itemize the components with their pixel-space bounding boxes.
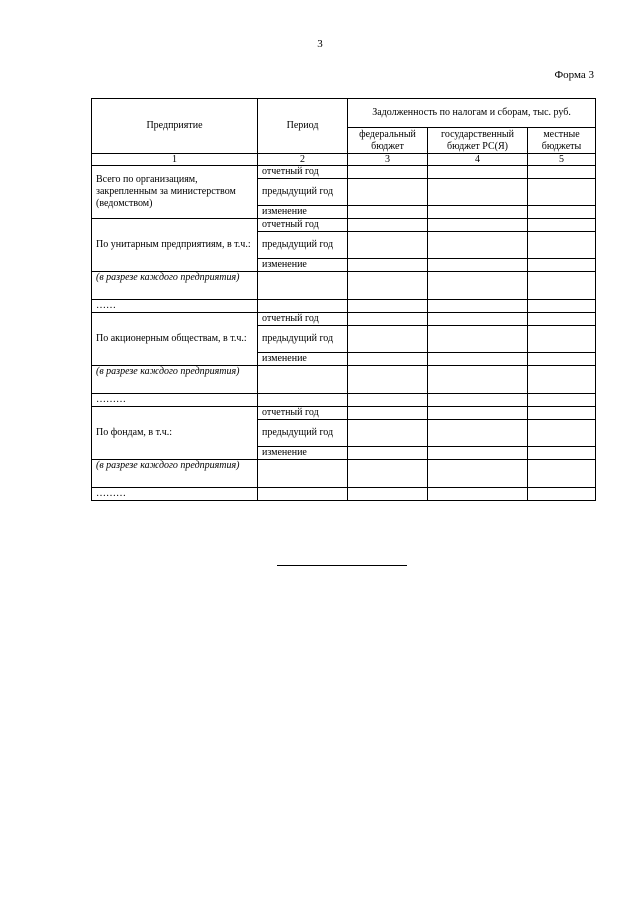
header-period: Период bbox=[258, 99, 348, 154]
subrow-note: (в разрезе каждого предприятия) bbox=[92, 460, 258, 488]
period-cell: предыдущий год bbox=[258, 232, 348, 259]
value-cell bbox=[528, 166, 596, 179]
form-label: Форма 3 bbox=[554, 69, 594, 81]
period-cell: отчетный год bbox=[258, 313, 348, 326]
value-cell bbox=[528, 326, 596, 353]
value-cell bbox=[428, 179, 528, 206]
value-cell bbox=[428, 488, 528, 501]
period-cell: изменение bbox=[258, 447, 348, 460]
group-name: Всего по организациям, закрепленным за министерством (ведомством) bbox=[92, 166, 258, 219]
value-cell bbox=[348, 179, 428, 206]
value-cell bbox=[348, 272, 428, 300]
value-cell bbox=[348, 206, 428, 219]
period-cell: отчетный год bbox=[258, 219, 348, 232]
page-number: 3 bbox=[317, 38, 323, 50]
value-cell bbox=[528, 420, 596, 447]
value-cell bbox=[528, 407, 596, 420]
value-cell bbox=[258, 272, 348, 300]
value-cell bbox=[428, 259, 528, 272]
value-cell bbox=[258, 366, 348, 394]
value-cell bbox=[428, 206, 528, 219]
value-cell bbox=[348, 326, 428, 353]
value-cell bbox=[348, 313, 428, 326]
table-row bbox=[92, 366, 596, 394]
header-local: местные бюджеты bbox=[528, 128, 596, 154]
period-cell: изменение bbox=[258, 259, 348, 272]
value-cell bbox=[348, 407, 428, 420]
header-state: государственный бюджет РС(Я) bbox=[428, 128, 528, 154]
ellipsis-cell: ……… bbox=[92, 488, 258, 501]
table-row bbox=[92, 407, 596, 420]
value-cell bbox=[428, 166, 528, 179]
value-cell bbox=[428, 447, 528, 460]
group-name: По акционерным обществам, в т.ч.: bbox=[92, 313, 258, 366]
value-cell bbox=[348, 259, 428, 272]
value-cell bbox=[348, 232, 428, 259]
table-row bbox=[92, 166, 596, 179]
table-row bbox=[92, 272, 596, 300]
value-cell bbox=[258, 488, 348, 501]
column-number: 4 bbox=[428, 154, 528, 166]
value-cell bbox=[258, 300, 348, 313]
value-cell bbox=[528, 353, 596, 366]
table-row bbox=[92, 460, 596, 488]
column-number: 1 bbox=[92, 154, 258, 166]
period-cell: изменение bbox=[258, 353, 348, 366]
period-cell: отчетный год bbox=[258, 407, 348, 420]
column-number: 5 bbox=[528, 154, 596, 166]
separator-line bbox=[277, 565, 407, 566]
value-cell bbox=[528, 366, 596, 394]
value-cell bbox=[528, 460, 596, 488]
value-cell bbox=[528, 259, 596, 272]
table-row bbox=[92, 394, 596, 407]
value-cell bbox=[528, 232, 596, 259]
period-cell: изменение bbox=[258, 206, 348, 219]
period-cell: предыдущий год bbox=[258, 326, 348, 353]
value-cell bbox=[348, 447, 428, 460]
value-cell bbox=[528, 206, 596, 219]
value-cell bbox=[428, 394, 528, 407]
value-cell bbox=[348, 394, 428, 407]
period-cell: предыдущий год bbox=[258, 179, 348, 206]
period-cell: предыдущий год bbox=[258, 420, 348, 447]
table-row bbox=[92, 300, 596, 313]
value-cell bbox=[428, 313, 528, 326]
period-cell: отчетный год bbox=[258, 166, 348, 179]
column-number: 3 bbox=[348, 154, 428, 166]
value-cell bbox=[258, 460, 348, 488]
value-cell bbox=[528, 313, 596, 326]
value-cell bbox=[528, 488, 596, 501]
value-cell bbox=[348, 353, 428, 366]
value-cell bbox=[348, 460, 428, 488]
value-cell bbox=[428, 460, 528, 488]
value-cell bbox=[428, 272, 528, 300]
value-cell bbox=[428, 232, 528, 259]
ellipsis-cell: …… bbox=[92, 300, 258, 313]
value-cell bbox=[428, 326, 528, 353]
group-name: По фондам, в т.ч.: bbox=[92, 407, 258, 460]
value-cell bbox=[528, 394, 596, 407]
value-cell bbox=[428, 366, 528, 394]
subrow-note: (в разрезе каждого предприятия) bbox=[92, 272, 258, 300]
value-cell bbox=[348, 488, 428, 501]
header-federal: федеральный бюджет bbox=[348, 128, 428, 154]
value-cell bbox=[528, 179, 596, 206]
table-row bbox=[92, 488, 596, 501]
value-cell bbox=[528, 300, 596, 313]
header-row-1 bbox=[92, 99, 596, 128]
value-cell bbox=[258, 394, 348, 407]
column-number: 2 bbox=[258, 154, 348, 166]
value-cell bbox=[528, 219, 596, 232]
group-name: По унитарным предприятиям, в т.ч.: bbox=[92, 219, 258, 272]
value-cell bbox=[348, 166, 428, 179]
report-table bbox=[91, 98, 596, 501]
value-cell bbox=[428, 353, 528, 366]
ellipsis-cell: ……… bbox=[92, 394, 258, 407]
column-number-row bbox=[92, 154, 596, 166]
header-debt-group: Задолженность по налогам и сборам, тыс. руб. bbox=[348, 99, 596, 128]
value-cell bbox=[348, 420, 428, 447]
value-cell bbox=[428, 219, 528, 232]
value-cell bbox=[428, 407, 528, 420]
value-cell bbox=[428, 300, 528, 313]
table-row bbox=[92, 313, 596, 326]
value-cell bbox=[528, 272, 596, 300]
value-cell bbox=[428, 420, 528, 447]
subrow-note: (в разрезе каждого предприятия) bbox=[92, 366, 258, 394]
value-cell bbox=[348, 366, 428, 394]
table-row bbox=[92, 219, 596, 232]
value-cell bbox=[528, 447, 596, 460]
header-enterprise: Предприятие bbox=[92, 99, 258, 154]
value-cell bbox=[348, 219, 428, 232]
value-cell bbox=[348, 300, 428, 313]
